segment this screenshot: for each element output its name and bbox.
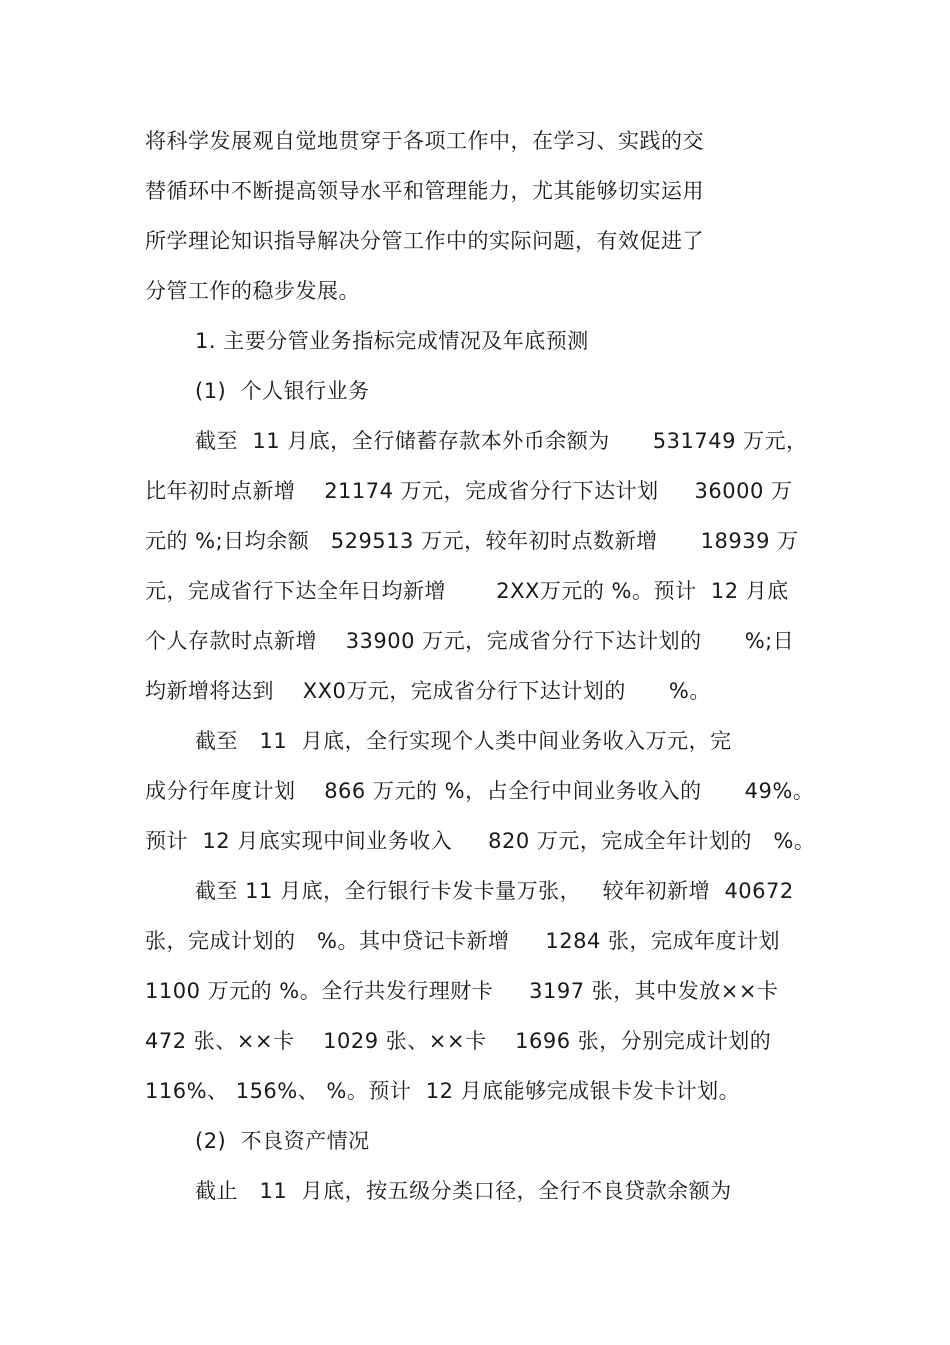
paragraph-line: 1100 万元的 %。全行共发行理财卡 3197 张，其中发放××卡 [145,979,779,1003]
subsection-heading: (1) 个人银行业务 [195,379,370,403]
paragraph-line: 均新增将达到 XX0万元，完成省分行下达计划的 %。 [145,679,711,703]
paragraph-line: 预计 12 月底实现中间业务收入 820 万元，完成全年计划的 %。 [145,829,816,853]
paragraph-line: 比年初时点新增 21174 万元，完成省分行下达计划 36000 万 [145,479,793,503]
paragraph-line: 截至 11 月底，全行银行卡发卡量万张， 较年初新增 40672 [195,879,794,903]
paragraph-line: 元的 %;日均余额 529513 万元，较年初时点数新增 18939 万 [145,529,799,553]
paragraph-line: 截至 11 月底，全行储蓄存款本外币余额为 531749 万元， [195,429,808,453]
paragraph-line: 将科学发展观自觉地贯穿于各项工作中，在学习、实践的交 [145,129,704,153]
paragraph-line: 116%、 156%、 %。预计 12 月底能够完成银卡发卡计划。 [145,1079,741,1103]
paragraph-line: 个人存款时点新增 33900 万元，完成省分行下达计划的 %;日 [145,629,795,653]
section-heading: 1. 主要分管业务指标完成情况及年底预测 [195,329,589,353]
paragraph-line: 分管工作的稳步发展。 [145,279,360,303]
paragraph-line: 截至 11 月底，全行实现个人类中间业务收入万元，完 [195,729,732,753]
paragraph-line: 张，完成计划的 %。其中贷记卡新增 1284 张，完成年度计划 [145,929,780,953]
paragraph-line: 472 张、××卡 1029 张、××卡 1696 张，分别完成计划的 [145,1029,772,1053]
paragraph-line: 成分行年度计划 866 万元的 %，占全行中间业务收入的 49%。 [145,779,815,803]
paragraph-line: 所学理论知识指导解决分管工作中的实际问题，有效促进了 [145,229,704,253]
paragraph-line: 替循环中不断提高领导水平和管理能力，尤其能够切实运用 [145,179,704,203]
paragraph-line: 元，完成省行下达全年日均新增 2XX万元的 %。预计 12 月底 [145,579,789,603]
subsection-heading: (2) 不良资产情况 [195,1129,370,1153]
paragraph-line: 截止 11 月底，按五级分类口径，全行不良贷款余额为 [195,1179,732,1203]
